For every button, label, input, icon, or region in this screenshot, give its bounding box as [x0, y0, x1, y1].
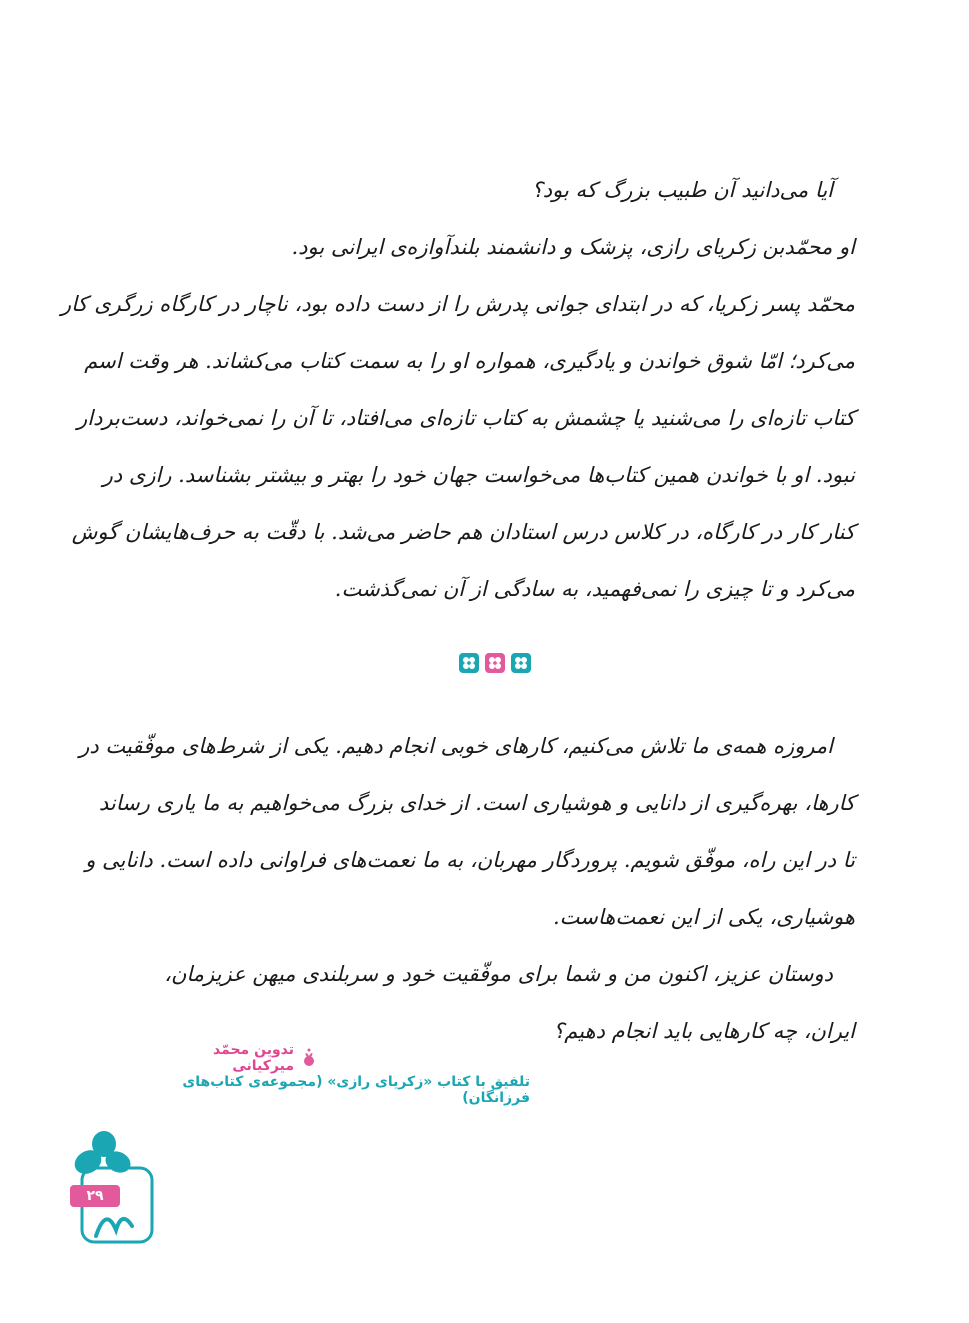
text-line: محمّد پسر زکریا، که در ابتدای جوانی پدرش را از دست داده بود، ناچار در کارگاه زرگری کار — [61, 292, 855, 316]
story-paragraph — [61, 162, 855, 618]
text-line: هوشیاری، یکی از این نعمت‌هاست. — [553, 905, 855, 929]
text-line: آیا می‌دانید آن طبیب بزرگ که بود؟ — [531, 178, 833, 202]
flower-tile-icon — [459, 653, 479, 673]
text-line: او محمّدبن زکریای رازی، پزشک و دانشمند بلندآوازه‌ی ایرانی بود. — [291, 235, 855, 259]
flower-icon — [298, 1047, 320, 1069]
text-line: تا در این راه، موفّق شویم. پروردگار مهربان، به ما نعمت‌های فراوانی داده است. دانایی و — [85, 848, 855, 872]
flower-tile-icon — [511, 653, 531, 673]
text-line: ایران، چه کارهایی باید انجام دهیم؟ — [553, 1019, 855, 1043]
section-separator — [459, 653, 531, 673]
page-number: ۲۹ — [70, 1185, 120, 1207]
text-line: امروزه همه‌ی ما تلاش می‌کنیم، کارهای خوبی انجام دهیم. یکی از شرط‌های موفّقیت در — [79, 734, 833, 758]
text-line: دوستان عزیز، اکنون من و شما برای موفّقیت خود و سربلندی میهن عزیزمان، — [164, 962, 833, 986]
text-line: می‌کرد؛ امّا شوق خواندن و یادگیری، همواره او را به سمت کتاب می‌کشاند. هر وقت اسم — [84, 349, 855, 373]
text-line: کارها، بهره‌گیری از دانایی و هوشیاری است. از خدای بزرگ می‌خواهیم به ما یاری رساند — [98, 791, 855, 815]
reflection-paragraph — [79, 718, 855, 1060]
source-credit: تلفیق با کتاب «زکریای رازی» (مجموعه‌ی کتاب‌های فرزانگان) — [182, 1074, 530, 1106]
text-line: کتاب تازه‌ای را می‌شنید یا چشمش به کتاب تازه‌ای می‌افتاد، تا آن را نمی‌خواند، دست‌بردار — [77, 406, 855, 430]
author-name: تدوین محمّد میرکیانی — [212, 1042, 294, 1074]
text-line: کنار کار در کارگاه، در کلاس درس استادان هم حاضر می‌شد. با دقّت به حرف‌هایشان گوش — [71, 520, 855, 544]
text-line: می‌کرد و تا چیزی را نمی‌فهمید، به سادگی از آن نمی‌گذشت. — [334, 577, 855, 601]
flower-tile-icon — [485, 653, 505, 673]
author-credit — [160, 1042, 320, 1074]
text-line: نبود. او با خواندن همین کتاب‌ها می‌خواست جهان خود را بهتر و بیشتر بشناسد. رازی در — [102, 463, 855, 487]
